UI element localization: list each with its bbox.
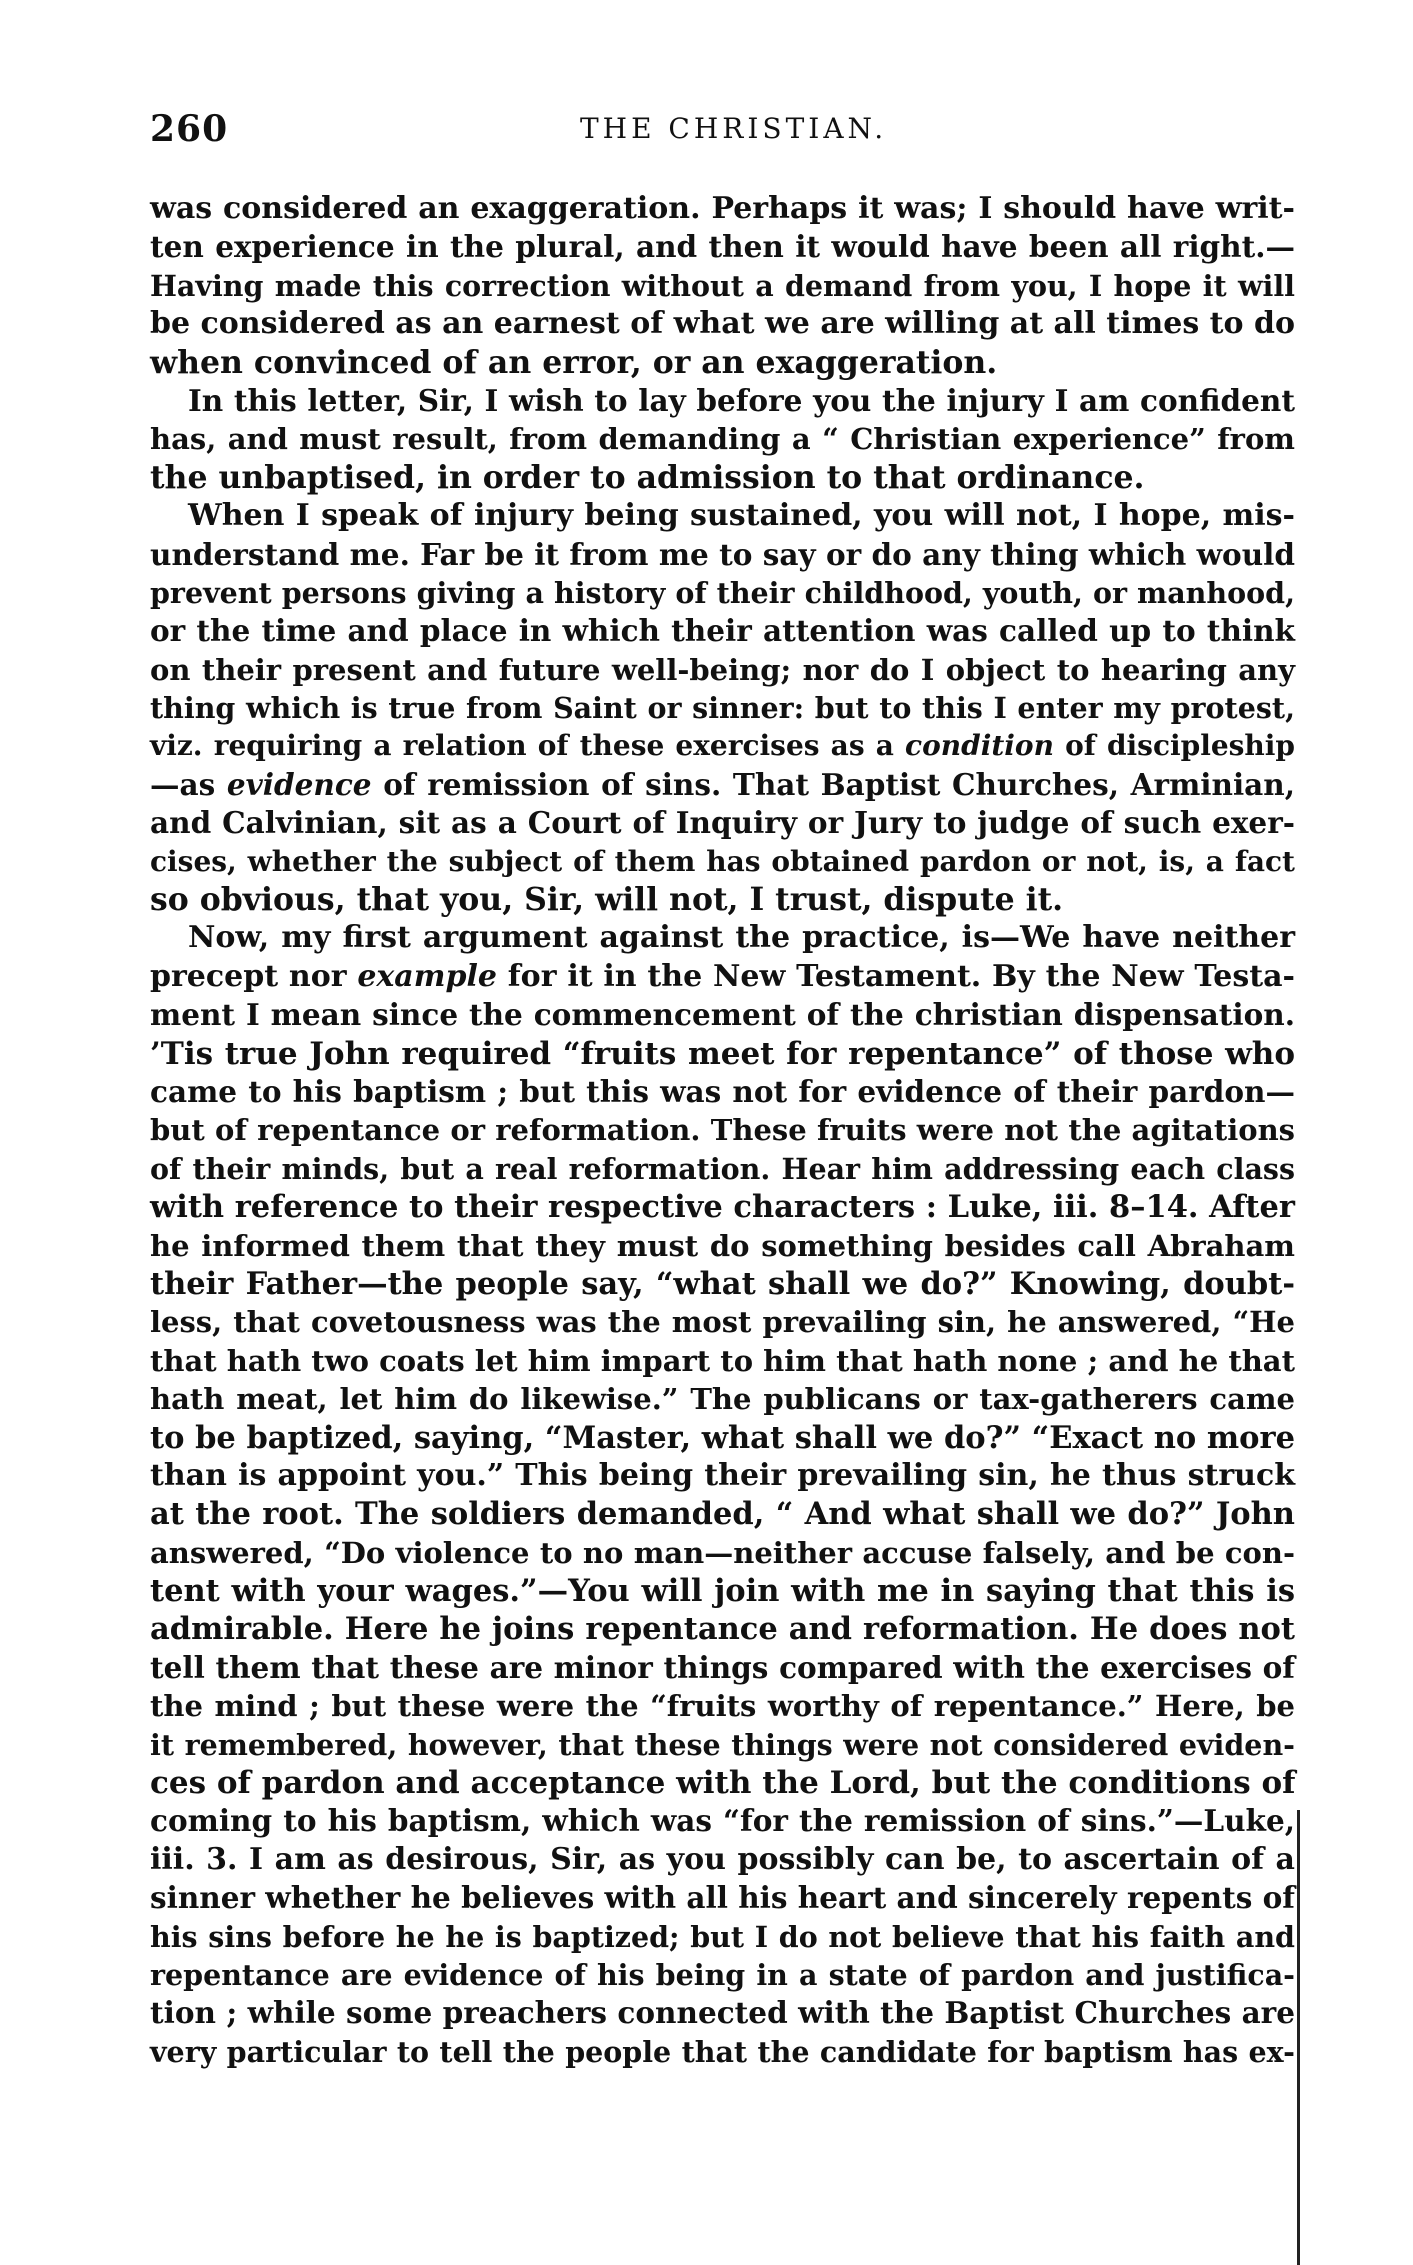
body-text [150,190,1295,2071]
text-line: his sins before he he is baptized; but I do not believe that his faith and [150,1919,1295,1954]
text-line: viz. requiring a relation of these exercises as a condition of discipleship [150,729,1295,763]
text-line: the unbaptised, in order to admission to that ordinance. [150,458,1145,496]
text-line: to be baptized, saying, “Master, what shall we do?” “Exact no more [150,1419,1295,1456]
text-line: that hath two coats let him impart to him that hath none ; and he that [150,1343,1295,1378]
text-line: —as evidence of remission of sins. That Baptist Churches, Arminian, [150,766,1295,802]
text-line: he informed them that they must do something besides call Abraham [150,1228,1295,1263]
text-line: at the root. The soldiers demanded, “ And what shall we do?” John [150,1496,1295,1533]
text-line: ment I mean since the commencement of the christian dispensation. [150,997,1295,1033]
text-line: Having made this correction without a demand from you, I hope it will [150,268,1295,303]
running-header [150,108,1300,158]
text-line: repentance are evidence of his being in a state of pardon and justifica- [150,1957,1295,1992]
text-line: hath meat, let him do likewise.” The publicans or tax-gatherers came [150,1382,1295,1417]
text-line: tent with your wages.”—You will join with me in saying that this is [150,1573,1295,1610]
page-number: 260 [150,108,229,150]
italic-word: evidence [226,766,372,802]
text-line: with reference to their respective characters : Luke, iii. 8–14. After [150,1189,1295,1226]
text-line: iii. 3. I am as desirous, Sir, as you possibly can be, to ascertain of a [150,1841,1295,1877]
text-line: than is appoint you.” This being their prevailing sin, he thus struck [150,1457,1295,1493]
text-line: on their present and future well-being; nor do I object to hearing any [150,652,1295,687]
text-line: ten experience in the plural, and then it would have been all right.— [150,229,1295,265]
text-line: In this letter, Sir, I wish to lay before you the injury I am confident [188,382,1295,418]
text-line: thing which is true from Saint or sinner: but to this I enter my protest, [150,691,1295,726]
text-line: when convinced of an error, or an exaggeration. [150,343,998,381]
text-line: so obvious, that you, Sir, will not, I trust, dispute it. [150,881,1064,919]
text-line: and Calvinian, sit as a Court of Inquiry or Jury to judge of such exer- [150,805,1295,841]
text-line: very particular to tell the people that the candidate for baptism has ex- [150,2034,1295,2069]
text-line: understand me. Far be it from me to say or do any thing which would [150,536,1295,572]
text-line: of their minds, but a real reformation. Hear him addressing each class [150,1151,1295,1186]
text-line: less, that covetousness was the most prevailing sin, he answered, “He [150,1305,1295,1340]
text-line: Now, my first argument against the practice, is—We have neither [188,920,1295,956]
text-line: cises, whether the subject of them has obtained pardon or not, is, a fact [150,844,1295,878]
text-line: precept nor example for it in the New Testament. By the New Testa- [150,958,1295,994]
text-line: tion ; while some preachers connected with the Baptist Churches are [150,1995,1295,2031]
margin-binding-rule [1297,1810,1300,2265]
running-title: THE CHRISTIAN. [580,112,888,145]
text-line: answered, “Do violence to no man—neither accuse falsely, and be con- [150,1535,1295,1570]
text-line: sinner whether he believes with all his heart and sincerely repents of [150,1880,1295,1916]
text-line: their Father—the people say, “what shall we do?” Knowing, doubt- [150,1265,1295,1302]
italic-word: condition [905,729,1054,763]
text-line: the mind ; but these were the “fruits worthy of repentance.” Here, be [150,1689,1295,1724]
text-line: it remembered, however, that these things were not considered eviden- [150,1727,1295,1762]
text-line: or the time and place in which their attention was called up to think [150,613,1295,649]
text-line: ces of pardon and acceptance with the Lord, but the conditions of [150,1765,1296,1802]
text-line: be considered as an earnest of what we are willing at all times to do [150,306,1295,342]
italic-word: example [357,958,497,994]
text-line: but of repentance or reformation. These fruits were not the agitations [150,1113,1295,1148]
text-line: tell them that these are minor things compared with the exercises of [150,1649,1295,1685]
text-line: has, and must result, from demanding a “ Christian experience” from [150,422,1295,457]
text-line: coming to his baptism, which was “for the remission of sins.”—Luke, [150,1803,1295,1839]
text-line: ’Tis true John required “fruits meet for repentance” of those who [150,1035,1295,1072]
text-line: prevent persons giving a history of their childhood, youth, or manhood, [150,575,1295,610]
text-line: admirable. Here he joins repentance and reformation. He does not [150,1611,1295,1648]
text-line: came to his baptism ; but this was not for evidence of their pardon— [150,1073,1295,1109]
text-line: When I speak of injury being sustained, you will not, I hope, mis- [188,498,1295,534]
text-line: was considered an exaggeration. Perhaps it was; I should have writ- [150,191,1295,226]
